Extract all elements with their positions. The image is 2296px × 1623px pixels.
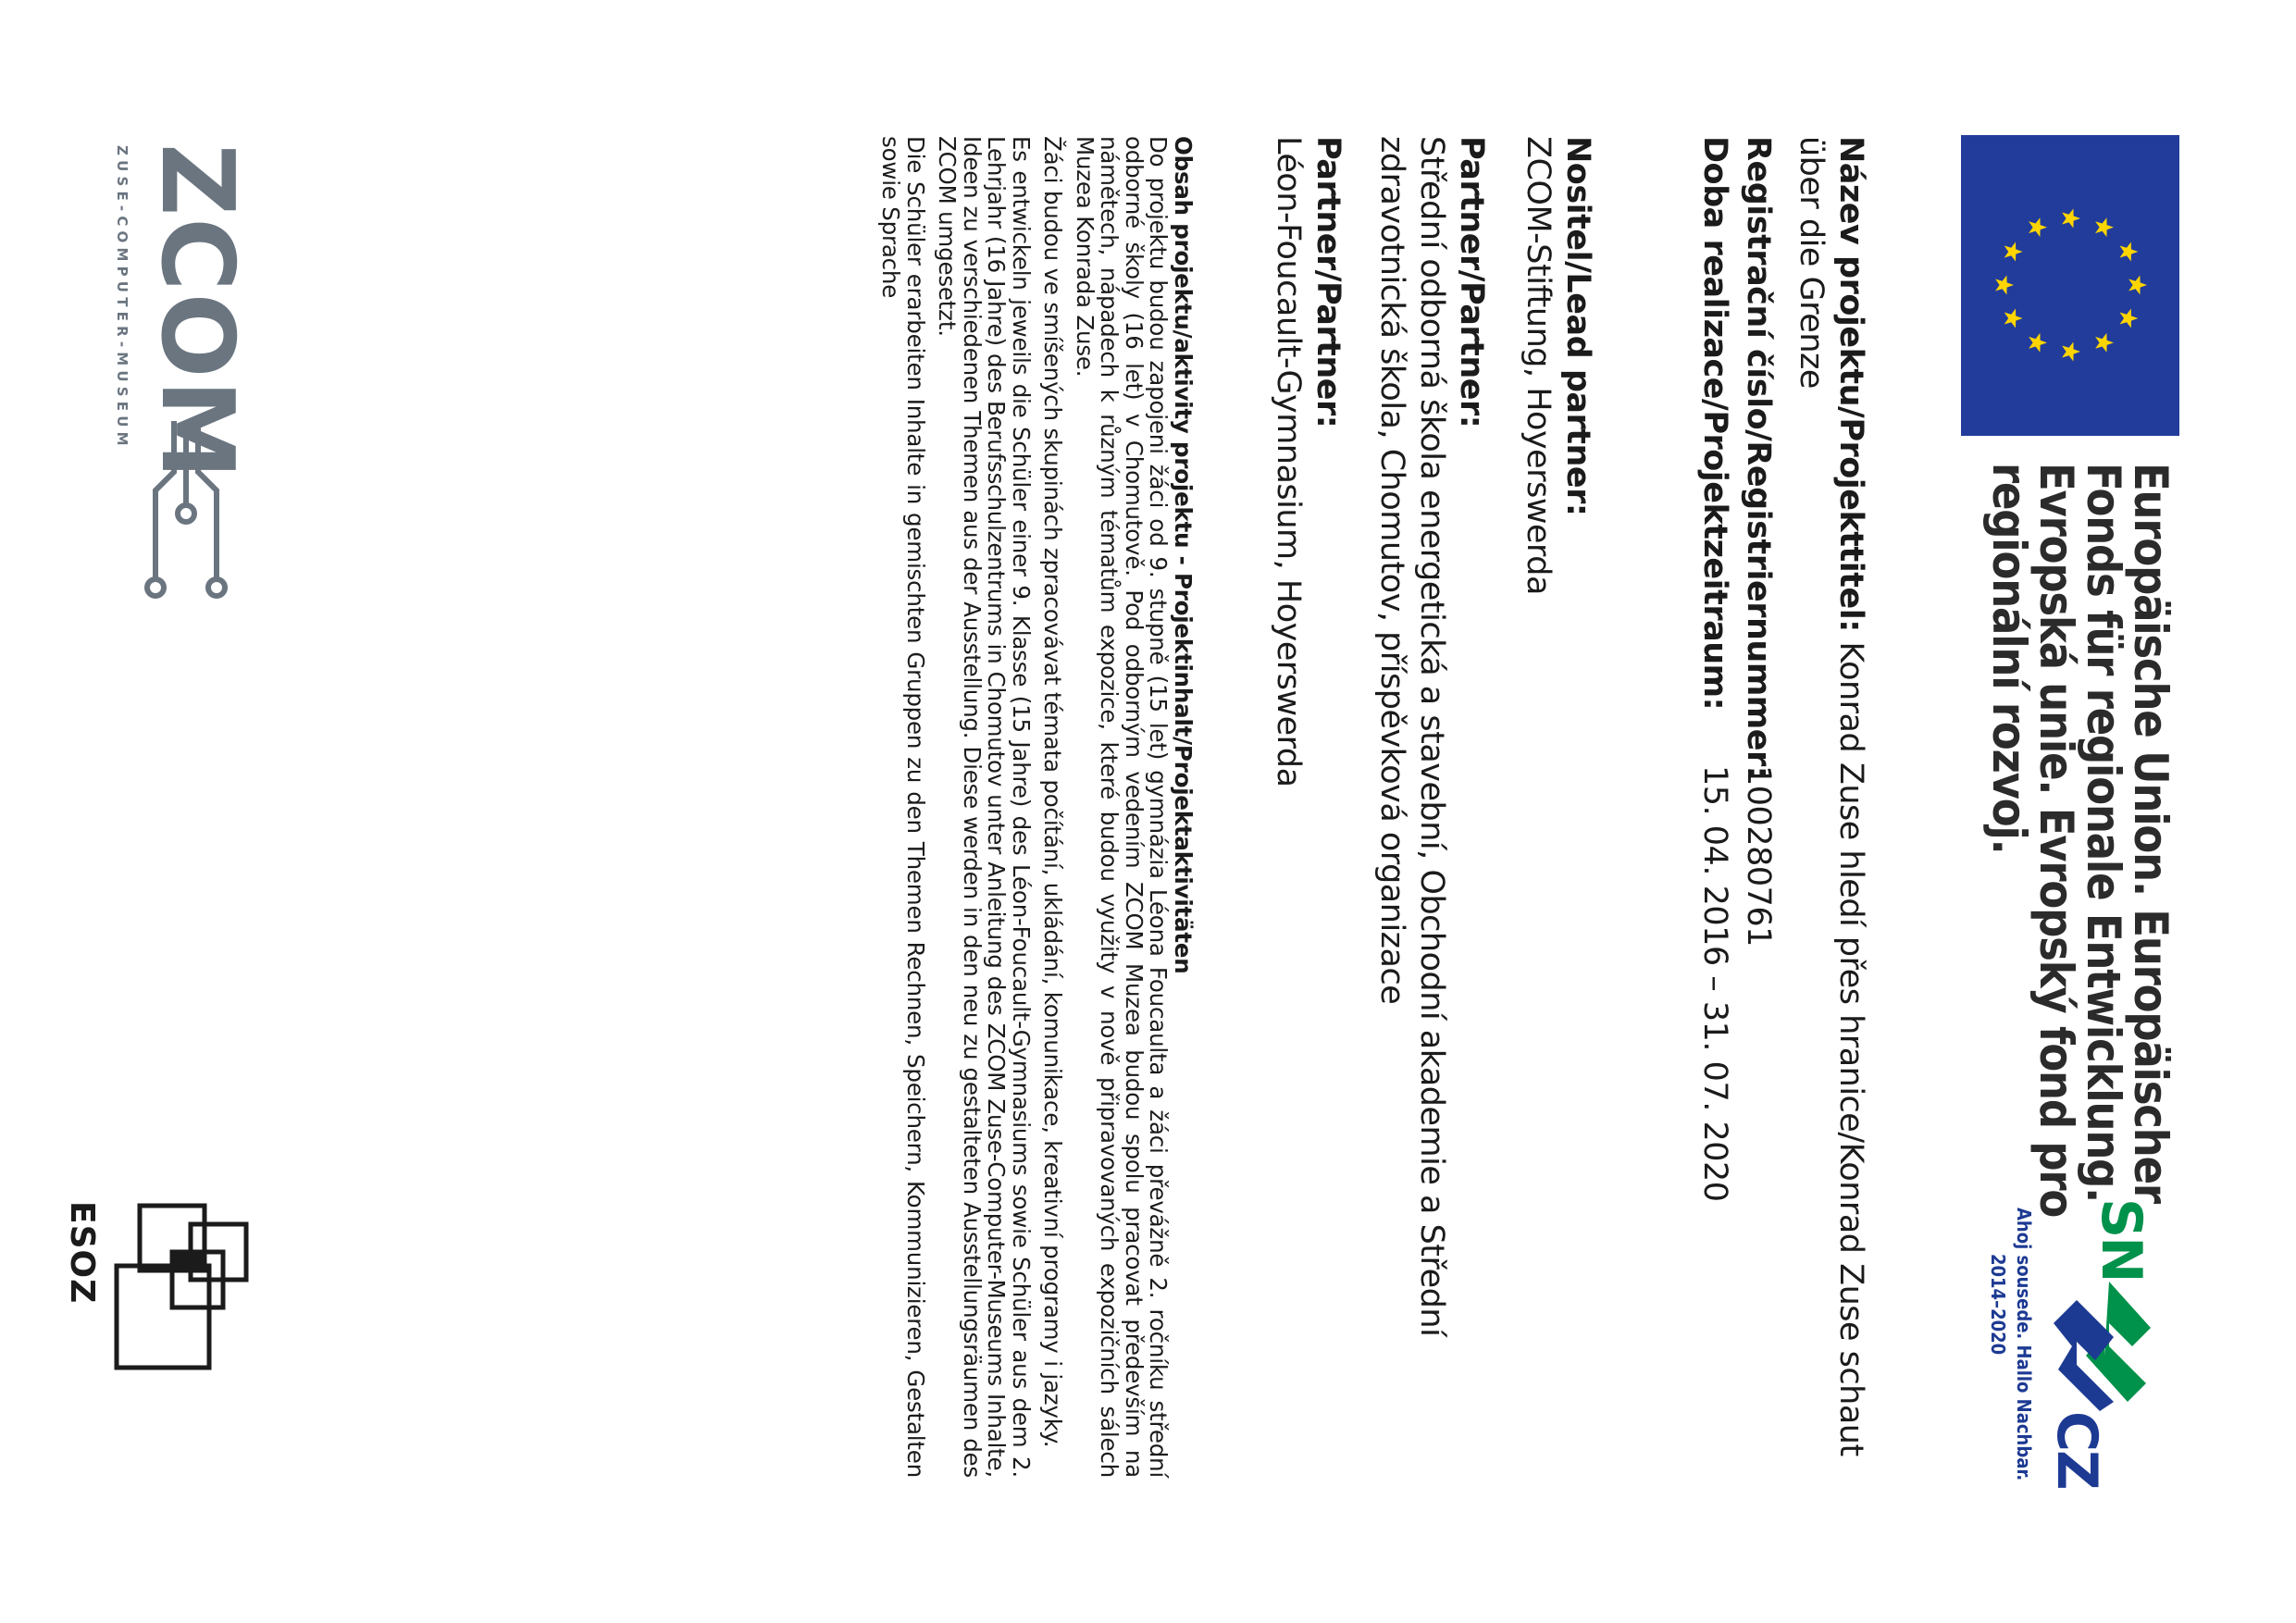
duration-row [1694,136,1734,1478]
eu-heading-line: Europäische Union. Europäischer [2124,463,2178,1203]
eu-stars-icon [1961,135,2179,436]
content-paragraph-cz: Žáci budou ve smíšených skupinách zpracovávat témata počítání, ukládání, komunikace, kreativní programy i jazyky. [1039,136,1067,1448]
sncz-programme-logo [1952,1198,2174,1499]
registration-number: 100280761 [1740,765,1777,947]
partner-label: Partner/Partner: [1309,136,1347,428]
sncz-period: 2014–2020 [1987,1254,2009,1356]
duration-value: 15. 04. 2016 – 31. 07. 2020 [1696,765,1733,1202]
esoz-logo [63,1201,251,1377]
registration-label: Registrační číslo/Registriernummer: [1740,136,1777,779]
content-paragraph-cz: Do projektu budou zapojeni žáci od 9. stupně (15 let) gymnázia Léona Foucaulta a žáci převážně 2. ročníku střední odborné školy (16 let) v Chomutově. Pod odborným vedením ZCOM Muzea budou spolu pracovat především na námětech, nápadech k různým tématům expozice, které budou využity v nově připravovaných expozičních sálech Muzea Konrada Zuse. [1072,136,1173,1478]
sncz-logo-sn: SN [2089,1198,2153,1282]
eu-fund-heading [1982,463,2178,1218]
partner-value: Léon-Foucault-Gymnasium, Hoyerswerda [1270,136,1307,787]
partner-label: Partner/Partner: [1453,136,1490,428]
content-paragraph-de: Es entwickeln jeweils die Schüler einer 9. Klasse (15 Jahre) des Léon-Foucault-Gymnasiums sowie Schüler aus dem 2. Lehrjahr (16 Jahre) des Berufsschulzentrums in Chomutov unter Anleitung des ZCOM Zuse-Computer-Museums Inhalte, Ideen zu verschiedenen Themen aus der Ausstellung. Diese werden in den neu zu gestalteten Ausstellungsräumen des ZCOM umgesetzt. [934,136,1035,1478]
partner-block [1371,136,1491,1478]
zcom-logo [89,143,254,634]
sncz-logo-cz: CZ [2044,1411,2109,1489]
content-heading: Obsah projektu/aktivity projektu - Projektinhalt/Projektaktivitäten [1170,136,1197,974]
project-title-row [1791,136,1870,1478]
esoz-logo-word: ESOZ [63,1201,101,1305]
project-title-value: Konrad Zuse hledí přes hranice/Konrad Zuse schaut über die Grenze [1793,136,1869,1456]
project-title-label: Název projektu/Projekttitel: [1832,136,1869,632]
zcom-logo-subtitle: ZUSE-COMPUTER-MUSEUM [114,145,130,451]
lead-partner-value: ZCOM-Stiftung, Hoyerswerda [1520,136,1557,595]
partner-value: Střední odborná škola energetická a stavební, Obchodní akademie a Střední zdravotnická škola, Chomutov, příspěvková organizace [1373,136,1450,1337]
lead-partner-label: Nositel/Lead partner: [1559,136,1596,516]
partner-block [1268,136,1347,1478]
eu-heading-line: regionální rozvoj. [1982,463,2036,854]
eu-heading-line: Fonds für regionale Entwicklung. [2077,463,2130,1203]
esoz-squares-icon [103,1201,251,1377]
content-paragraph-de: Die Schüler erarbeiten Inhalte in gemischten Gruppen zu den Themen Rechnen, Speichern, Kommunizieren, Gestalten sowie Sprache [877,136,929,1478]
registration-row [1738,136,1778,1478]
zcom-logo-word: ZCOM [139,143,254,481]
eu-flag-logo [1961,135,2179,436]
duration-label: Doba realizace/Projektzeitraum: [1696,136,1733,711]
sncz-tagline: Ahoj sousede. Hallo Nachbar. [2013,1208,2035,1481]
circuit-icon [135,421,237,652]
project-content-section [871,136,1195,1478]
sncz-arrows-icon [2044,1272,2165,1420]
eu-heading-line: Evropská unie. Evropský fond pro [2029,463,2083,1218]
lead-partner-block [1518,136,1597,1478]
